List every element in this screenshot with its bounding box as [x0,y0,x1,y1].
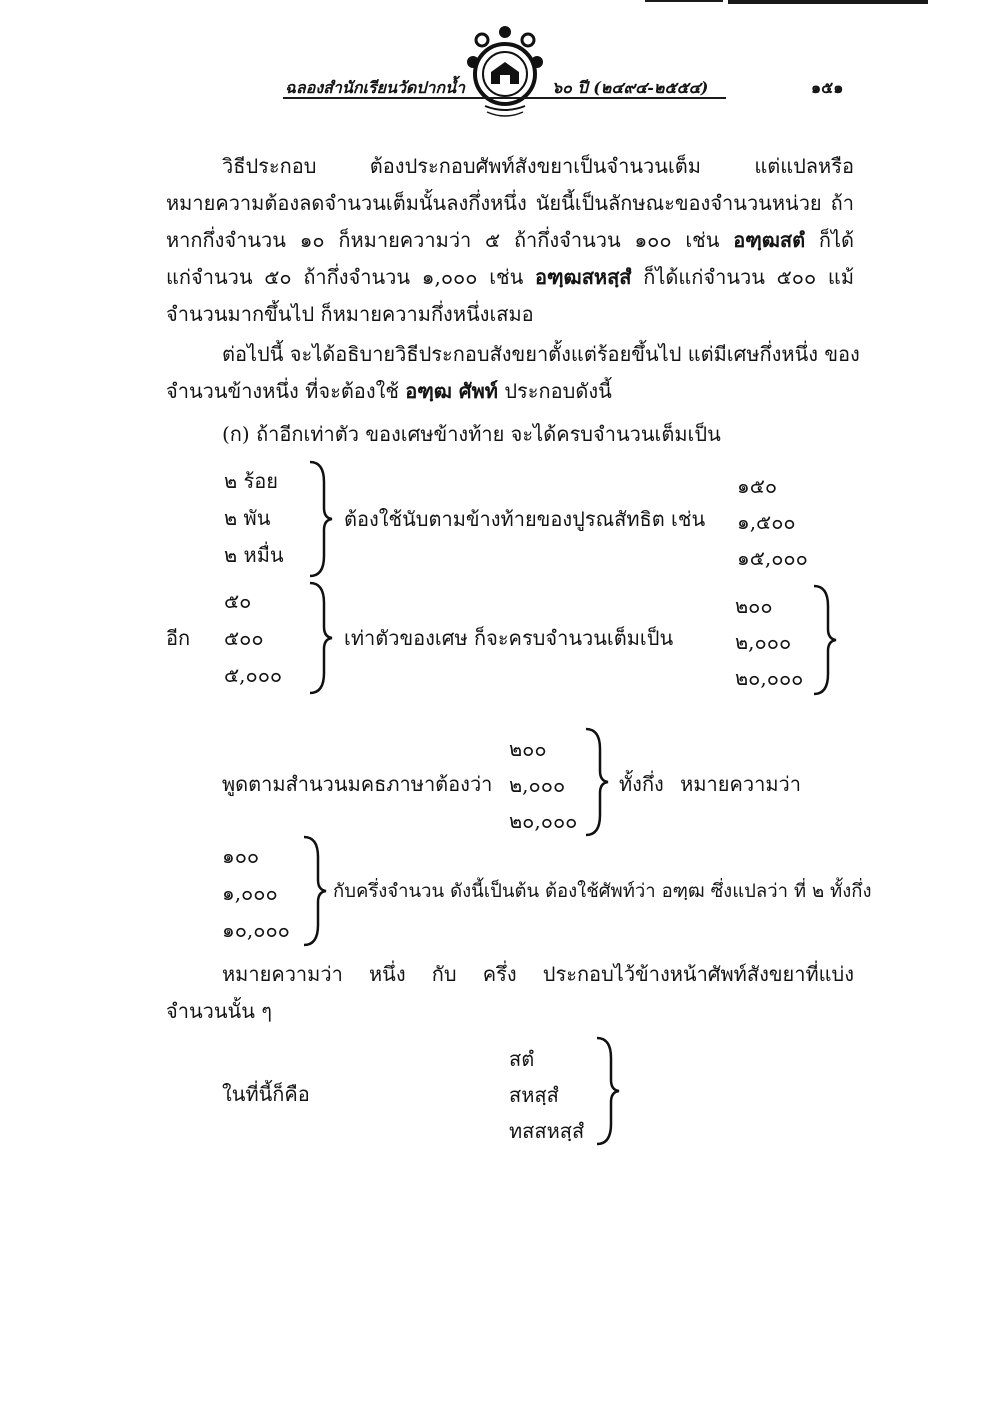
paragraph-line: แก่จำนวน ๕๐ ถ้ากึ่งจำนวน ๑,๐๐๐ เช่น อฑฺฒสหสฺสํ ก็ได้แก่จำนวน ๕๐๐ แม้ [166,265,854,289]
paragraph-line: หมายความต้องลดจำนวนเต็มนั้นลงกึ่งหนึ่ง นัยนี้เป็นลักษณะของจำนวนหน่วย ถ้า [166,191,854,215]
top-edge-mark [645,0,723,2]
item-k: (ก) ถ้าอีกเท่าตัว ของเศษข้างท้าย จะได้ครบจำนวนเต็มเป็น [222,422,721,446]
group5-word-3: ทสสหสฺสํ [509,1119,585,1143]
group3-left: พูดตามสำนวนมคธภาษาต้องว่า [222,772,493,796]
paragraph-1 [166,148,854,333]
pali-term: อฑฺฒสหสฺสํ [535,265,632,289]
group2-middle: เท่าตัวของเศษ ก็จะครบจำนวนเต็มเป็น [344,626,674,650]
page-number: ๑๕๑ [811,78,844,97]
paragraph-3 [166,956,854,1030]
right-brace [810,584,840,696]
group5-word-2: สหสฺสํ [509,1083,559,1107]
group1-left-2: ๒ พัน [224,506,271,530]
paragraph-line: จำนวนข้างหนึ่ง ที่จะต้องใช้ อฑฺฒ ศัพท์ ประกอบดังนี้ [166,379,612,403]
right-brace [582,727,612,837]
group3-value-3: ๒๐,๐๐๐ [509,809,578,833]
group5-word-1: สตํ [509,1047,535,1071]
group1-left-3: ๒ หมื่น [224,543,284,567]
right-brace [306,581,336,695]
group3-right: ทั้งกึ่ง หมายความว่า [619,772,801,796]
header-title: ฉลองสำนักเรียนวัดปากน้ำ [285,78,465,97]
group4-value-2: ๑,๐๐๐ [222,881,278,905]
paragraph-line: ต่อไปนี้ จะได้อธิบายวิธีประกอบสังขยาตั้งแต่ร้อยขึ้นไป แต่มีเศษกึ่งหนึ่ง ของ [222,342,860,366]
group1-middle: ต้องใช้นับตามข้างท้ายของปูรณสัทธิต เช่น [344,507,706,531]
top-edge-mark [728,0,928,4]
group3-value-2: ๒,๐๐๐ [509,773,566,797]
header-rule [283,97,726,99]
group2-right-3: ๒๐,๐๐๐ [735,666,804,690]
paragraph-line: วิธีประกอบ ต้องประกอบศัพท์สังขยาเป็นจำนวนเต็ม แต่แปลหรือ [222,154,854,178]
group4-value-1: ๑๐๐ [222,844,260,868]
paragraph-line: หมายความว่า หนึ่ง กับ ครึ่ง ประกอบไว้ข้างหน้าศัพท์สังขยาที่แบ่ง [222,962,854,986]
temple-seal-icon [455,22,555,122]
pali-term: อฑฺฒ ศัพท์ [405,379,498,403]
group1-left-1: ๒ ร้อย [224,469,279,493]
group2-prefix: อีก [166,626,191,650]
group4-value-3: ๑๐,๐๐๐ [222,918,290,942]
group1-right-1: ๑๕๐ [737,474,778,498]
paragraph-line: จำนวนมากขึ้นไป ก็หมายความกึ่งหนึ่งเสมอ [166,302,534,326]
group2-left-2: ๕๐๐ [224,626,264,650]
group1-right-3: ๑๕,๐๐๐ [737,546,808,570]
right-brace [306,460,336,578]
paragraph-line: จำนวนนั้น ๆ [166,999,272,1023]
group2-left-1: ๕๐ [224,589,252,613]
right-brace [300,835,330,947]
group3-value-1: ๒๐๐ [509,737,547,761]
paragraph-line: หากกึ่งจำนวน ๑๐ ก็หมายความว่า ๕ ถ้ากึ่งจำนวน ๑๐๐ เช่น อฑฺฒสตํ ก็ได้ [166,228,855,252]
group1-right-2: ๑,๕๐๐ [737,510,796,534]
right-brace [593,1036,623,1146]
pali-term: อฑฺฒสตํ [733,228,806,252]
header-anniversary: ๖๐ ปี (๒๔๙๔-๒๕๕๔) [552,78,709,97]
group5-label: ในที่นี้ก็คือ [222,1082,310,1106]
group4-text: กับครึ่งจำนวน ดังนี้เป็นต้น ต้องใช้ศัพท์ว่า อฑฺฒ ซึ่งแปลว่า ที่ ๒ ทั้งกึ่ง [333,881,872,902]
paragraph-2 [166,336,860,410]
group2-left-3: ๕,๐๐๐ [224,663,283,687]
group2-right-2: ๒,๐๐๐ [735,630,792,654]
group2-right-1: ๒๐๐ [735,594,773,618]
